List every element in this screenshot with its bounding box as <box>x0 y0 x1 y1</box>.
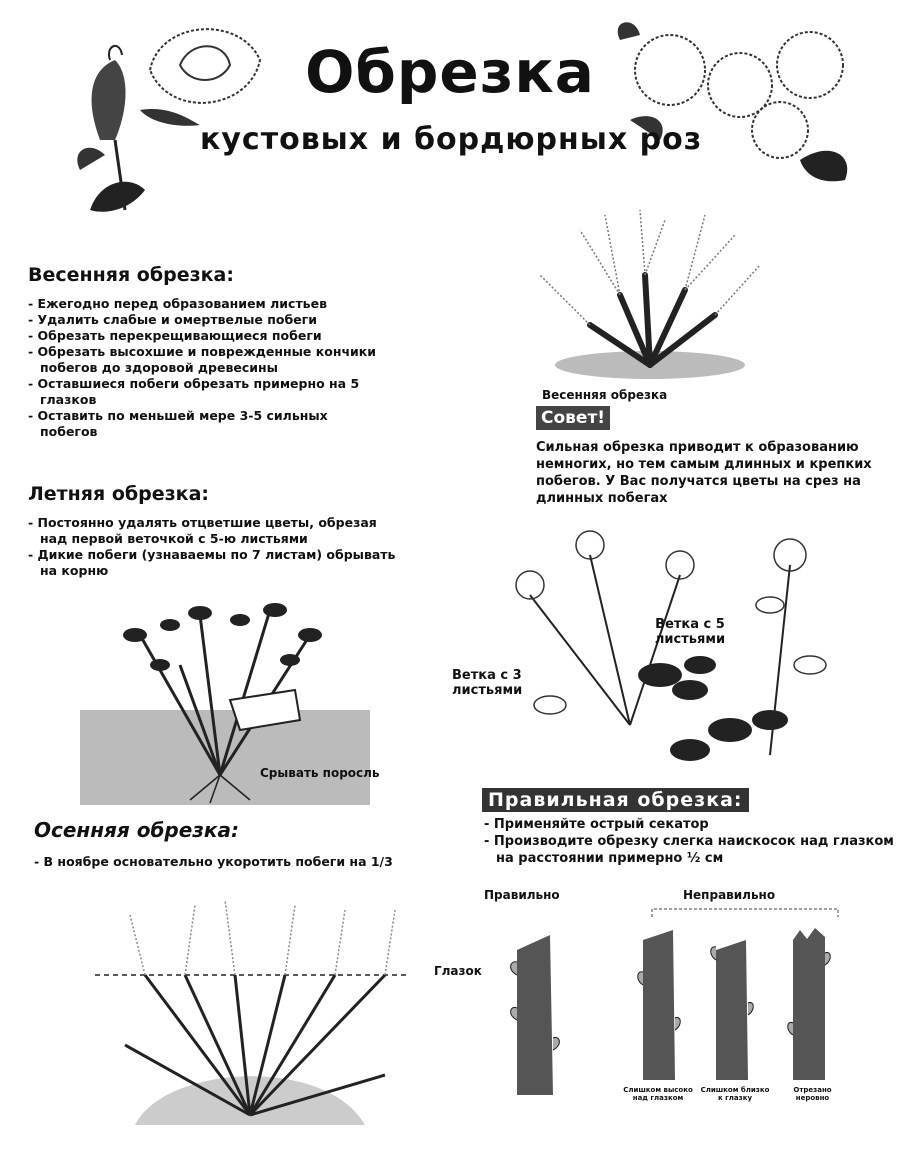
list-item: - Оставшиеся побеги обрезать примерно на 5 глазков <box>28 376 388 408</box>
branch-three-label: Ветка с 3 листьями <box>452 668 523 698</box>
summer-list <box>28 515 408 579</box>
autumn-heading: Осенняя обрезка: <box>34 818 239 842</box>
correct-pruning-list <box>484 816 894 867</box>
correct-label: Правильно <box>484 888 560 902</box>
page-title: Обрезка <box>305 38 595 106</box>
incorrect-label: Неправильно <box>683 888 776 902</box>
tip-text: Сильная обрезка приводит к образованию немногих, но тем самым длинных и крепких побегов. У Вас получатся цветы на срез на длинных побегах <box>536 440 872 506</box>
list-item: - Обрезать перекрещивающиеся побеги <box>28 328 388 344</box>
correct-stem-illustration <box>505 930 565 1095</box>
spring-caption: Весенняя обрезка <box>542 388 668 402</box>
summer-section <box>28 483 408 579</box>
wrong-caption-2: Слишком близко к глазку <box>700 1086 770 1102</box>
list-item: - Дикие побеги (узнаваемы по 7 листам) обрывать на корню <box>28 547 408 579</box>
bud-label: Глазок <box>434 964 482 978</box>
list-item: - В ноябре основательно укоротить побеги на 1/3 <box>34 854 434 870</box>
summer-caption: Срывать поросль <box>260 766 380 780</box>
list-item: - Оставить по меньшей мере 3-5 сильных побегов <box>28 408 388 440</box>
list-item: - Постоянно удалять отцветшие цветы, обрезая над первой веточкой с 5-ю листьями <box>28 515 408 547</box>
page-subtitle: кустовых и бордюрных роз <box>200 122 703 157</box>
autumn-list <box>34 854 434 870</box>
autumn-bush-illustration <box>85 895 425 1135</box>
branch-five-label: Ветка с 5 листьями <box>654 617 726 647</box>
list-item: - Ежегодно перед образованием листьев <box>28 296 388 312</box>
summer-heading: Летняя обрезка: <box>28 483 209 505</box>
spring-section <box>28 264 388 440</box>
list-item: - Обрезать высохшие и поврежденные кончики побегов до здоровой древесины <box>28 344 388 376</box>
wrong-caption-3: Отрезано неровно <box>793 1086 832 1102</box>
list-item: - Удалить слабые и омертвелые побеги <box>28 312 388 328</box>
wrong-stem-3-illustration <box>785 925 835 1080</box>
wrong-caption-1: Слишком высоко над глазком <box>623 1086 693 1102</box>
wrong-stem-1-illustration <box>635 930 685 1080</box>
wrong-stem-2-illustration <box>708 935 758 1080</box>
list-item: - Производите обрезку слегка наискосок над глазком на расстоянии примерно ½ см <box>484 833 894 867</box>
incorrect-bracket <box>650 903 840 919</box>
autumn-section <box>34 818 434 870</box>
list-item: - Применяйте острый секатор <box>484 816 894 833</box>
tip-label: Совет! <box>536 406 610 430</box>
spring-bush-illustration <box>520 205 780 385</box>
correct-pruning-heading: Правильная обрезка: <box>482 788 749 812</box>
spring-heading: Весенняя обрезка: <box>28 264 234 286</box>
spring-list <box>28 296 388 440</box>
